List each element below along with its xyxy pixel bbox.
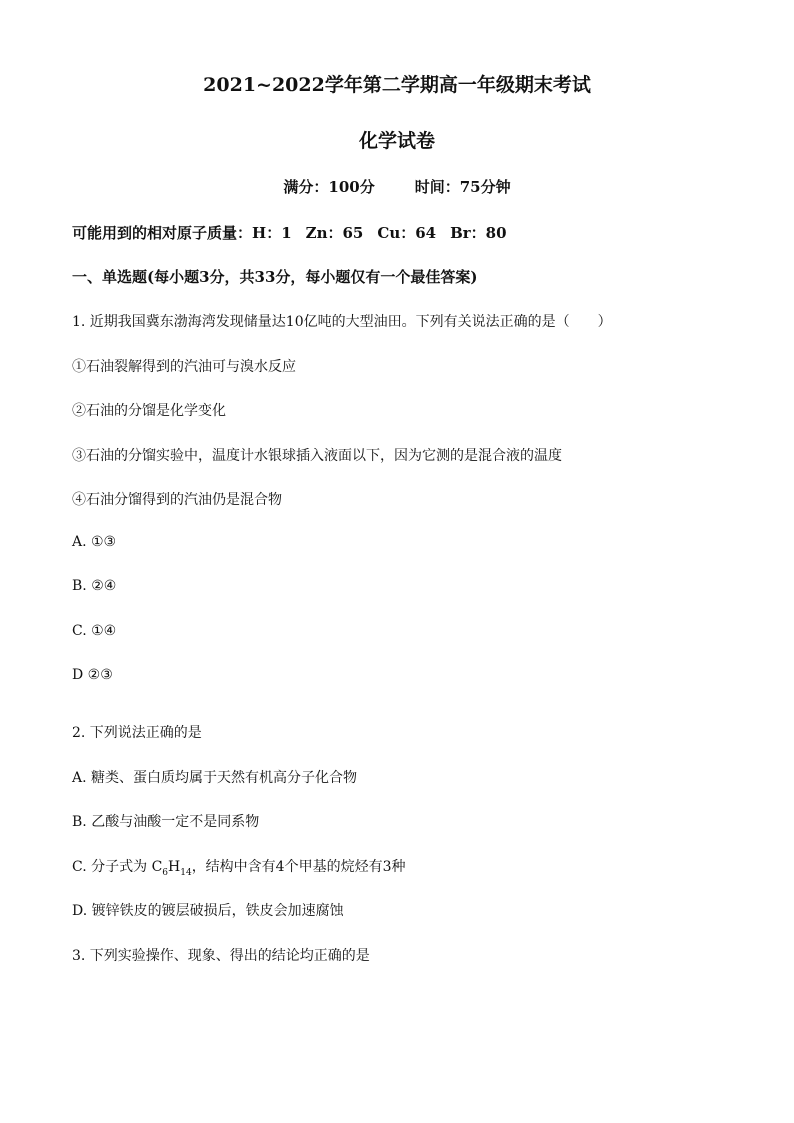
section-heading: 一、单选题(每小题3分，共33分，每小题仅有一个最佳答案) [72,268,478,286]
q1-option-b: B. ②④ [72,578,117,594]
atomic-mass-cu: Cu：64 [377,224,437,242]
q2-option-d: D. 镀锌铁皮的镀层破损后，铁皮会加速腐蚀 [72,903,344,919]
atomic-mass-br: Br：80 [450,224,507,242]
q1-option-a: A. ①③ [72,534,117,550]
q2-option-a: A. 糖类、蛋白质均属于天然有机高分子化合物 [72,770,358,786]
q2-option-b: B. 乙酸与油酸一定不是同系物 [72,814,260,830]
q2-c-prefix: C. 分子式为 C [72,859,163,875]
score-time-line [0,176,794,197]
q1-statement-4: ④石油分馏得到的汽油仍是混合物 [72,492,282,508]
q3-stem: 3. 下列实验操作、现象、得出的结论均正确的是 [72,948,370,964]
q2-c-suffix: ，结构中含有4个甲基的烷烃有3种 [191,859,406,875]
subject-title: 化学试卷 [358,130,435,152]
q2-stem: 2. 下列说法正确的是 [72,725,202,741]
atomic-mass-h: H：1 [252,224,292,242]
q2-c-subscript-6: 6 [162,867,169,878]
atomic-masses-label: 可能用到的相对原子质量： [72,224,253,242]
q2-c-h: H [168,859,181,875]
q2-c-subscript-14: 14 [180,867,192,878]
atomic-masses [72,222,507,243]
q1-option-c: C. ①④ [72,623,117,639]
q1-statement-1: ①石油裂解得到的汽油可与溴水反应 [72,359,296,375]
atomic-mass-zn: Zn：65 [305,224,364,242]
full-marks: 满分：100分 [283,178,375,196]
exam-time: 时间：75分钟 [414,178,511,196]
exam-title: 2021~2022学年第二学期高一年级期末考试 [203,74,591,96]
q1-option-d: D ②③ [72,667,113,683]
q1-stem: 1. 近期我国冀东渤海湾发现储量达10亿吨的大型油田。下列有关说法正确的是（ ） [72,314,612,330]
q1-statement-3: ③石油的分馏实验中，温度计水银球插入液面以下，因为它测的是混合液的温度 [72,448,562,464]
q1-statement-2: ②石油的分馏是化学变化 [72,403,226,419]
q2-option-c [72,856,406,878]
